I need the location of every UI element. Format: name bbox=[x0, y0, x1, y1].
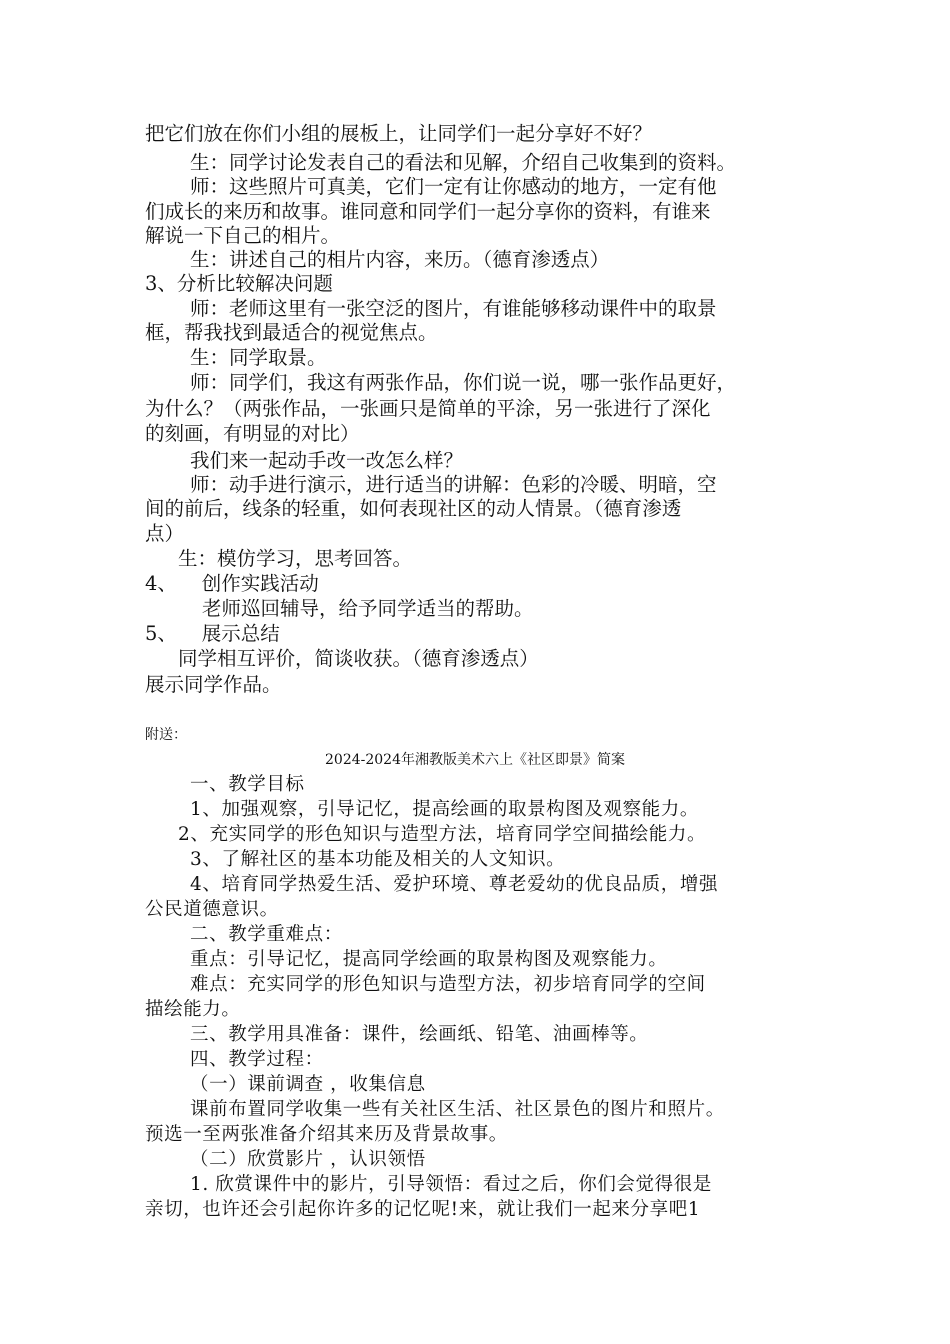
body-line: 解说一下自己的相片。 bbox=[145, 224, 341, 247]
body-line: 师：动手进行演示，进行适当的讲解：色彩的冷暖、明暗，空 bbox=[190, 473, 717, 496]
subsection-heading: （二）欣赏影片 ，认识领悟 bbox=[190, 1149, 426, 1170]
body-line: 1. 欣赏课件中的影片，引导领悟：看过之后，你们会觉得很是 bbox=[190, 1174, 712, 1195]
body-line: 师：这些照片可真美，它们一定有让你感动的地方，一定有他 bbox=[190, 175, 717, 198]
body-line: 老师巡回辅导，给予同学适当的帮助。 bbox=[202, 597, 534, 620]
body-line: 难点：充实同学的形色知识与造型方法，初步培育同学的空间 bbox=[190, 974, 706, 995]
section-heading: 3、分析比较解决问题 bbox=[145, 272, 333, 295]
body-line: 课前布置同学收集一些有关社区生活、社区景色的图片和照片。 bbox=[190, 1099, 725, 1120]
body-line: 展示同学作品。 bbox=[145, 673, 282, 696]
body-line: 把它们放在你们小组的展板上，让同学们一起分享好不好？ bbox=[145, 122, 653, 145]
appendix-title: 2024-2024年湘教版美术六上《社区即景》简案 bbox=[325, 752, 625, 768]
body-line: 同学相互评价，简谈收获。（德育渗透点） bbox=[178, 647, 539, 670]
body-line: 师：同学们，我这有两张作品，你们说一说，哪一张作品更好， bbox=[190, 371, 737, 394]
body-line: 描绘能力。 bbox=[145, 999, 241, 1020]
appendix-label: 附送： bbox=[145, 727, 187, 743]
body-line: 生：同学取景。 bbox=[190, 346, 327, 369]
body-line: 生：同学讨论发表自己的看法和见解，介绍自己收集到的资料。 bbox=[190, 151, 737, 174]
section-heading: 5、 展示总结 bbox=[145, 622, 280, 645]
body-line: 生：模仿学习，思考回答。 bbox=[178, 547, 413, 570]
section-heading: 二、教学重难点： bbox=[190, 924, 343, 945]
body-line: 4、培育同学热爱生活、爱护环境、尊老爱幼的优良品质，增强 bbox=[190, 874, 719, 895]
body-line: 师：老师这里有一张空泛的图片，有谁能够移动课件中的取景 bbox=[190, 297, 717, 320]
body-line: 们成长的来历和故事。谁同意和同学们一起分享你的资料，有谁来 bbox=[145, 200, 711, 223]
body-line: 2、充实同学的形色知识与造型方法，培育同学空间描绘能力。 bbox=[178, 824, 707, 845]
body-line: 3、了解社区的基本功能及相关的人文知识。 bbox=[190, 849, 566, 870]
subsection-heading: （一）课前调查 ，收集信息 bbox=[190, 1074, 426, 1095]
body-line: 我们来一起动手改一改怎么样？ bbox=[190, 449, 464, 472]
body-line: 为什么？（两张作品，一张画只是简单的平涂，另一张进行了深化 bbox=[145, 397, 711, 420]
body-line: 框，帮我找到最适合的视觉焦点。 bbox=[145, 321, 438, 344]
body-line: 生：讲述自己的相片内容，来历。（德育渗透点） bbox=[190, 248, 610, 271]
section-heading: 一、教学目标 bbox=[190, 774, 305, 795]
body-line: 1、加强观察，引导记忆，提高绘画的取景构图及观察能力。 bbox=[190, 799, 699, 820]
body-line: 间的前后，线条的轻重，如何表现社区的动人情景。（德育渗透 bbox=[145, 497, 682, 520]
body-line: 的刻画，有明显的对比） bbox=[145, 422, 360, 445]
body-line: 公民道德意识。 bbox=[145, 899, 279, 920]
section-heading: 4、 创作实践活动 bbox=[145, 572, 319, 595]
section-heading: 三、教学用具准备：课件，绘画纸、铅笔、油画棒等。 bbox=[190, 1024, 649, 1045]
body-line: 重点：引导记忆，提高同学绘画的取景构图及观察能力。 bbox=[190, 949, 668, 970]
body-line: 点） bbox=[145, 522, 185, 545]
body-line: 预选一至两张准备介绍其来历及背景故事。 bbox=[145, 1124, 508, 1145]
section-heading: 四、教学过程： bbox=[190, 1049, 324, 1070]
body-line: 亲切，也许还会引起你许多的记忆呢!来，就让我们一起来分享吧1 bbox=[145, 1199, 701, 1220]
